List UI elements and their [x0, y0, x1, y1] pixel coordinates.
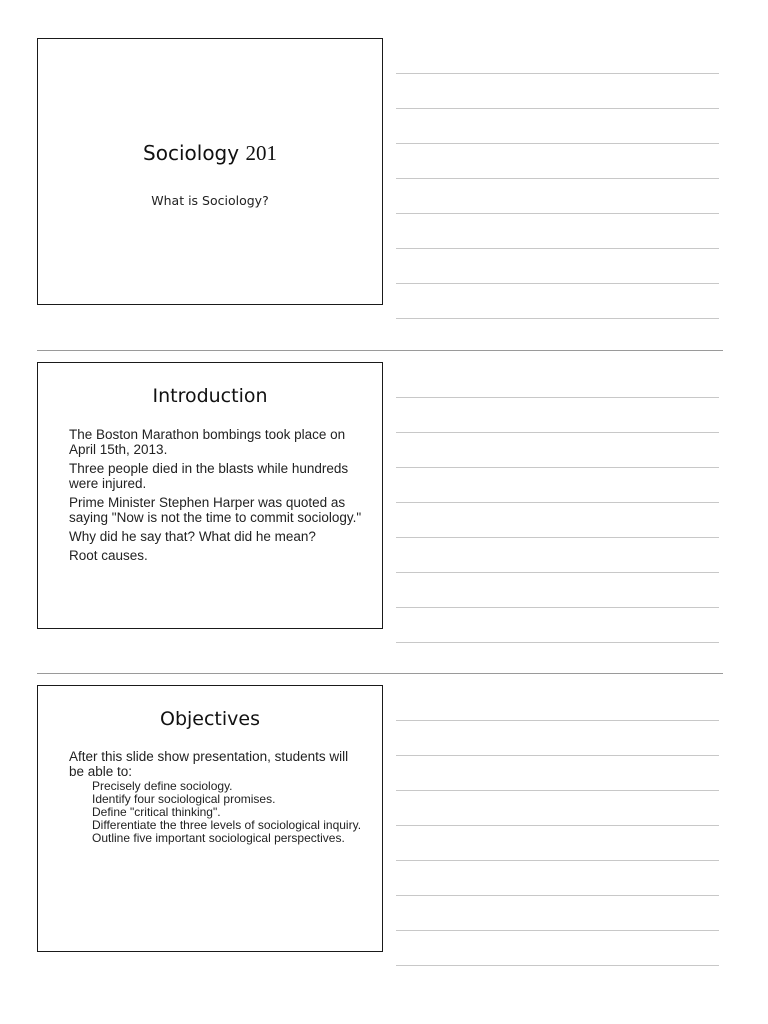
page-separator [37, 673, 723, 674]
slide-title [38, 141, 382, 166]
slide-3 [37, 685, 383, 952]
sub-bullet-item: Identify four sociological promises. [92, 792, 276, 806]
note-line [396, 318, 719, 319]
note-line [396, 720, 719, 721]
sub-bullet-list [92, 780, 364, 845]
note-line [396, 572, 719, 573]
note-line [396, 248, 719, 249]
note-line [396, 397, 719, 398]
note-line [396, 178, 719, 179]
sub-bullet-item: Define "critical thinking". [92, 805, 221, 819]
sub-bullet-item: Differentiate the three levels of sociological inquiry. [92, 818, 362, 832]
bullet-item: Root causes. [69, 548, 148, 563]
note-line [396, 790, 719, 791]
page-separator [37, 350, 723, 351]
bullet-item: Prime Minister Stephen Harper was quoted as saying "Now is not the time to commit sociology." [69, 495, 362, 525]
bullet-item: Three people died in the blasts while hundreds were injured. [69, 461, 349, 491]
note-line [396, 895, 719, 896]
title-number: 201 [245, 141, 277, 165]
slide-subtitle: What is Sociology? [151, 193, 269, 208]
bullet-list [69, 427, 364, 567]
note-line [396, 930, 719, 931]
bullet-list [69, 749, 364, 845]
sub-bullet-item: Precisely define sociology. [92, 779, 233, 793]
note-line [396, 432, 719, 433]
note-line [396, 467, 719, 468]
note-line [396, 825, 719, 826]
slide-title: Objectives [160, 708, 260, 730]
bullet-intro: After this slide show presentation, students will be able to: [69, 749, 349, 779]
bullet-item: The Boston Marathon bombings took place on April 15th, 2013. [69, 427, 346, 457]
sub-bullet-item: Outline five important sociological perspectives. [92, 831, 345, 845]
note-line [396, 537, 719, 538]
note-line [396, 860, 719, 861]
note-line [396, 607, 719, 608]
slide-1 [37, 38, 383, 305]
note-line [396, 213, 719, 214]
slide-2 [37, 362, 383, 629]
note-line [396, 283, 719, 284]
note-line [396, 965, 719, 966]
note-line [396, 642, 719, 643]
note-line [396, 73, 719, 74]
note-line [396, 143, 719, 144]
bullet-item: Why did he say that? What did he mean? [69, 529, 316, 544]
note-line [396, 502, 719, 503]
note-line [396, 108, 719, 109]
title-text: Sociology [143, 141, 240, 165]
note-line [396, 755, 719, 756]
slide-title: Introduction [152, 385, 268, 407]
